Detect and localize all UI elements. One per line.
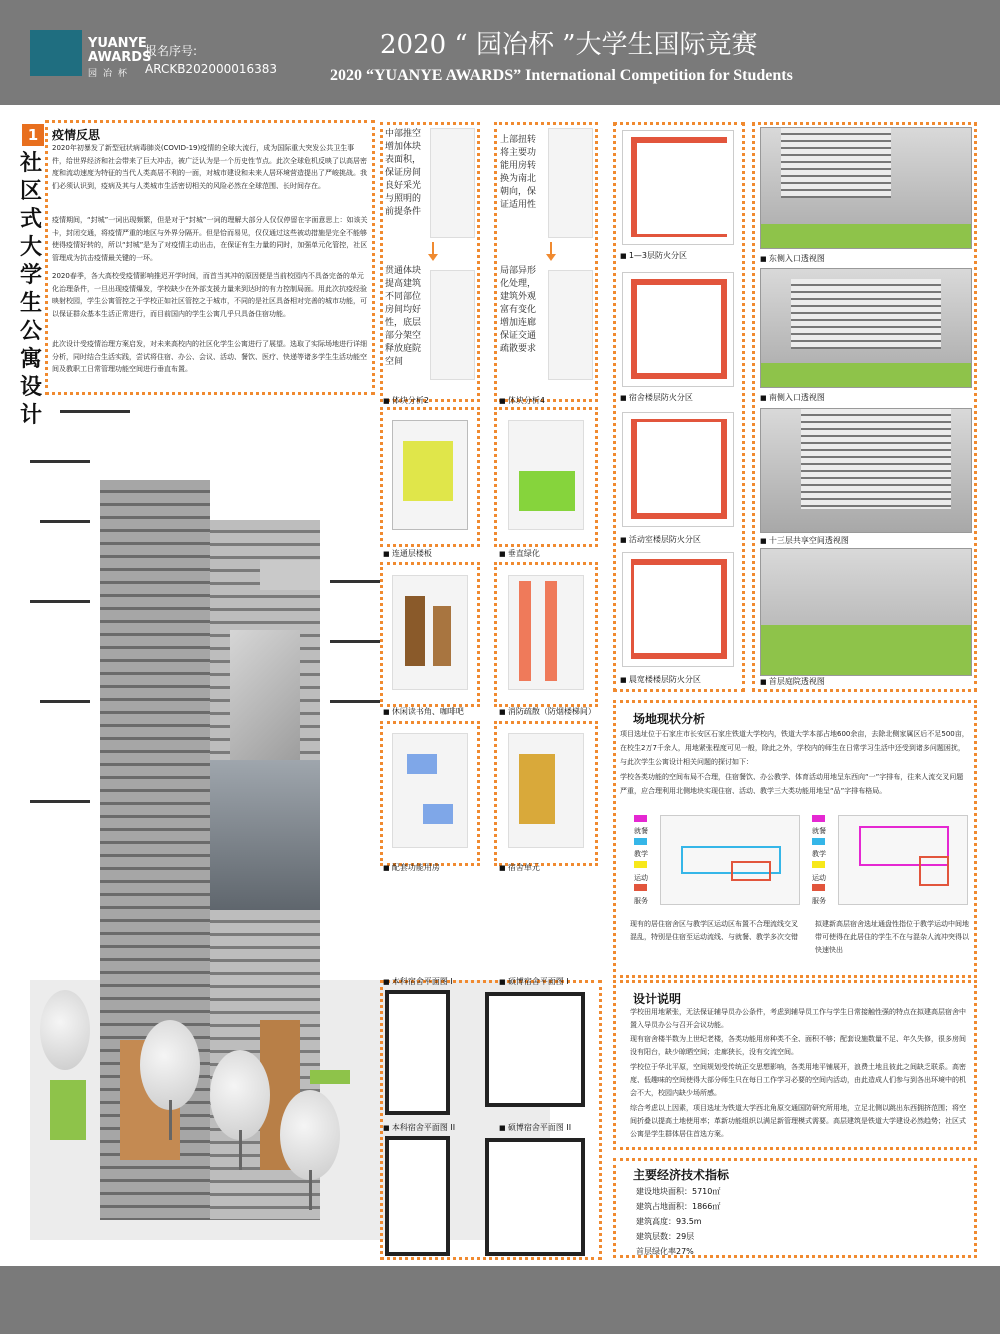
supporting-rooms-diagram (392, 733, 468, 848)
caption-shared-space: ■ 十三层共享空间透视图 (760, 535, 849, 546)
caption-connected-floor: ■ 连通层楼板 (383, 548, 432, 559)
legend-service-label: 服务 (634, 897, 648, 905)
economics-footprint: 建筑占地面积：1866㎡ (636, 1202, 721, 1211)
decorative-line (40, 700, 90, 703)
yuanye-logo-icon (30, 30, 82, 76)
decorative-line (30, 600, 90, 603)
east-entrance-view (760, 127, 972, 249)
caption-plan-1: ■ 1—3层防火分区 (620, 250, 687, 261)
caption-plan-3: ■ 活动室楼层防火分区 (620, 534, 701, 545)
legend-teaching-label: 教学 (634, 850, 648, 858)
fire-zone-plan-3 (622, 412, 734, 527)
legend-teaching-swatch-2 (812, 838, 825, 845)
vertical-greening-diagram (508, 420, 584, 530)
reflection-paragraph-4: 此次设计受疫情治理方案启发，对未来高校内的社区化学生公寓进行了展望。选取了实际场地进行详细分析，同时结合生活实践，尝试将住宿、办公、会议、活动、餐饮、医疗、快递等诸多学生生活功能空间及教职工日常管理功能空间进行垂直布置。 (52, 340, 367, 373)
undergrad-floor-plan-1 (385, 990, 450, 1115)
connected-floor-diagram (392, 420, 468, 530)
tree-trunk (169, 1100, 172, 1140)
header-bar (0, 0, 1000, 105)
economics-title: 主要经济技术指标 (633, 1168, 730, 1182)
legend-sports-swatch-2 (812, 861, 825, 868)
caption-east-entrance: ■ 东侧入口透视图 (760, 253, 825, 264)
legend-teaching-swatch (634, 838, 647, 845)
legend-dining-label-2: 就餐 (812, 827, 826, 835)
caption-undergrad-plan-2: ■ 本科宿舍平面图 II (383, 1122, 455, 1133)
legend-sports-swatch (634, 861, 647, 868)
design-paragraph-2: 现有宿舍楼半数为上世纪老楼，各类功能用房种类不全、面积不够；配套设施数量不足、年久失修，很多房间没有阳台，缺少晾晒空间；走廊狭长，没有交流空间。 (630, 1035, 966, 1056)
down-arrow-icon (550, 242, 552, 256)
logo-line3: 园冶杯 (88, 69, 134, 79)
tree-icon (40, 990, 90, 1070)
shared-space-view (760, 408, 972, 533)
design-paragraph-3: 学校位于华北平原，空间规划受传统正交思想影响，各类用地平铺展开，浪费土地且彼此之间缺乏联系。高密度、低趣味的空间使得大部分师生只在每日工作学习必要的空间内活动，由此造成人们参与到各出环境中的机会不大，校园内缺少场所感。 (630, 1063, 966, 1097)
site-note-left: 现有的居住宿舍区与教学区运动区布置不合理流线交叉混乱，特别是住宿至运动流线、与就餐、教学多次交错 (630, 920, 798, 941)
footer-bar (0, 1266, 1000, 1334)
site-paragraph-1: 项目选址位于石家庄市长安区石家庄铁道大学校内，铁道大学本部占地600余亩，去除北侧家属区后不足500亩，在校生2万7千余人，用地紧张程度可见一般，除此之外，学校内的师生在日常学习生活中还受到诸多问题困扰，与此次学生公寓设计相关问题的探讨如下： (620, 730, 969, 766)
caption-dorm-unit: ■ 宿舍单元 (499, 862, 540, 873)
caption-reading-corner: ■ 休闲读书角、咖啡吧 (383, 706, 464, 717)
caption-courtyard: ■ 首层庭院透视图 (760, 676, 825, 687)
legend-teaching-label-2: 教学 (812, 850, 826, 858)
decorative-line (330, 640, 380, 643)
undergrad-floor-plan-2 (385, 1136, 450, 1256)
graduate-floor-plan-2 (485, 1138, 585, 1256)
tree-icon (210, 1050, 270, 1140)
caption-vertical-greening: ■ 垂直绿化 (499, 548, 540, 559)
economics-height: 建筑高度：93.5m (636, 1217, 702, 1226)
fire-escape-diagram (508, 575, 584, 690)
massing-text-3: 上部扭转将主要功能用房转换为南北朝向，保证适用性 (500, 135, 537, 210)
legend-service-swatch (634, 884, 647, 891)
down-arrow-icon (432, 242, 434, 256)
caption-undergrad-plan-1: ■ 本科宿舍平面图 I (383, 976, 453, 987)
section-number: 1 (22, 124, 44, 146)
tree-icon (140, 1020, 200, 1110)
economics-floors: 建筑层数：29层 (636, 1232, 695, 1241)
caption-supporting-rooms: ■ 配套功能用房 (383, 862, 440, 873)
design-paragraph-4: 综合考虑以上因素，项目选址为铁道大学西北角原交通国防研究所用地，立足北侧以跳出东西拥挤范围；将空间折叠以提高土地使用率；革新功能组织以满足新管理模式需要。高层建筑是铁道大学建设必然趋势；社区式公寓是学生群体居住首选方案。 (630, 1104, 966, 1138)
tree-trunk (239, 1130, 242, 1170)
caption-graduate-plan-2: ■ 硕博宿舍平面图 II (499, 1122, 571, 1133)
registration-number: ARCKB202000016383 (145, 62, 278, 76)
massing-diagram-4 (548, 270, 593, 380)
tree-trunk (309, 1170, 312, 1210)
fire-zone-plan-1 (622, 130, 734, 245)
site-note-right: 拟建新高层宿舍选址通盘性指位于教学运动中间地带可使得在此居住的学生不在与混杂人流冲突得以快速快出 (815, 920, 969, 954)
legend-sports-label-2: 运动 (812, 874, 826, 882)
legend-sports-label: 运动 (634, 874, 648, 882)
caption-plan-2: ■ 宿舍楼层防火分区 (620, 392, 693, 403)
reflection-paragraph-3: 2020春季，各大高校受疫情影响推迟开学时间，而首当其冲的原因便是当前校园内不具备完备的单元化治理条件，一旦出现疫情爆发，学校缺少在外部支援力量来到达时的有力控制局面。用此次抗疫经验映射校园，学生公寓管控之于学校正如社区管控之于城市，不同的是社区具备相对完善的城市功能，可以保证群众基本生活正常进行，而目前国内的学生公寓几乎只具备住宿功能。 (52, 272, 367, 318)
design-paragraph-1: 学校田用地紧张，无法保证辅导员办公条件，考虑到辅导员工作与学生日常接触性强的特点在拟建高层宿舍中置入导员办公与召开会议功能。 (630, 1008, 966, 1029)
reflection-paragraph-1: 2020年初暴发了新型冠状病毒肺炎(COVID-19)疫情的全球大流行，成为国际重大突发公共卫生事件，给世界经济和社会带来了巨大冲击，被广泛认为是一个历史性节点。此次全球危机反映了以高居密度和流动速度为特征的当代人类高居不利的一面，对城市建设和未来人居环境营造提出了严峻挑战。我们必须认识到，疫病及其与人类城市生活密切相关的风险必然在全球范围、长时间存在。 (52, 144, 367, 190)
caption-fire-escape: ■ 消防疏散（防烟楼梯间） (499, 706, 596, 717)
vertical-project-title: 社区式大学生公寓设计 (20, 151, 43, 428)
registration-label: 报名序号: (145, 44, 198, 58)
fire-zone-plan-2 (622, 272, 734, 387)
massing-text-4: 局部异形化处理，建筑外观富有变化增加连廊保证交通疏散要求 (500, 266, 537, 354)
decorative-line (30, 460, 90, 463)
tree-icon (280, 1090, 340, 1180)
legend-service-swatch-2 (812, 884, 825, 891)
economics-site-area: 建设地块面积：5710㎡ (636, 1187, 721, 1196)
competition-title-cn: 2020 “ 园冶杯 ”大学生国际竞赛 (380, 30, 758, 60)
massing-diagram-2 (430, 270, 475, 380)
legend-dining-swatch-2 (812, 815, 825, 822)
caption-plan-4: ■ 晨宽楼楼层防火分区 (620, 674, 701, 685)
caption-graduate-plan-1: ■ 硕博宿舍平面图 I (499, 976, 569, 987)
logo-line1: YUANYE (88, 36, 147, 51)
south-entrance-view (760, 268, 972, 388)
caption-massing-4: ■ 体块分析4 (499, 395, 545, 406)
economics-green-ratio: 首层绿化率27% (636, 1247, 694, 1256)
caption-south-entrance: ■ 南侧入口透视图 (760, 392, 825, 403)
legend-service-label-2: 服务 (812, 897, 826, 905)
caption-massing-2: ■ 体块分析2 (383, 395, 429, 406)
graduate-floor-plan-1 (485, 992, 585, 1107)
massing-text-1: 中部推空增加体块表面积，保证房间良好采光与照明的前提条件 (385, 129, 422, 217)
reflection-paragraph-2: 疫情期间，“封城”一词出现频繁，但是对于“封城”一词的理解大部分人仅仅停留在字面意思上：如该关卡，封闭交通，将疫情严重的地区与外界分隔开。但是恰而易见，仅仅通过这些被动措施是完全不能够使得疫情好转的，所以“封城”是为了对疫情主动出击，在保证有生力量的同时，加强单元化管控，社区管理成为抗击疫情最关键的一环。 (52, 216, 368, 262)
massing-text-2: 贯通体块提高建筑不同部位房间均好性，底层部分架空释放庭院空间 (385, 266, 422, 367)
massing-diagram-3 (548, 128, 593, 238)
fire-zone-plan-4 (622, 552, 734, 667)
decorative-line (60, 410, 130, 413)
logo-line2: AWARDS (88, 50, 152, 65)
decorative-line (330, 700, 380, 703)
legend-dining-swatch (634, 815, 647, 822)
site-map-current (660, 815, 800, 905)
dorm-unit-diagram (508, 733, 584, 848)
reflection-title: 疫情反思 (52, 128, 101, 142)
competition-title-en: 2020 “YUANYE AWARDS” International Competition for Students (330, 67, 793, 84)
reading-corner-diagram (392, 575, 468, 690)
decorative-line (40, 520, 90, 523)
decorative-line (30, 800, 90, 803)
legend-dining-label: 就餐 (634, 827, 648, 835)
design-notes-title: 设计说明 (633, 992, 682, 1006)
site-map-proposed (838, 815, 968, 905)
decorative-line (330, 580, 380, 583)
courtyard-view (760, 548, 972, 676)
site-analysis-title: 场地现状分析 (633, 712, 706, 726)
massing-diagram-1 (430, 128, 475, 238)
site-paragraph-2: 学校各类功能的空间布局不合理，住宿餐饮、办公教学、体育活动用地呈东西向“一”字排布，往来人流交叉问题严重，应合理利用北侧地块实现住宿、活动、教学三大类功能用地呈“品”字排布格局。 (620, 773, 964, 795)
